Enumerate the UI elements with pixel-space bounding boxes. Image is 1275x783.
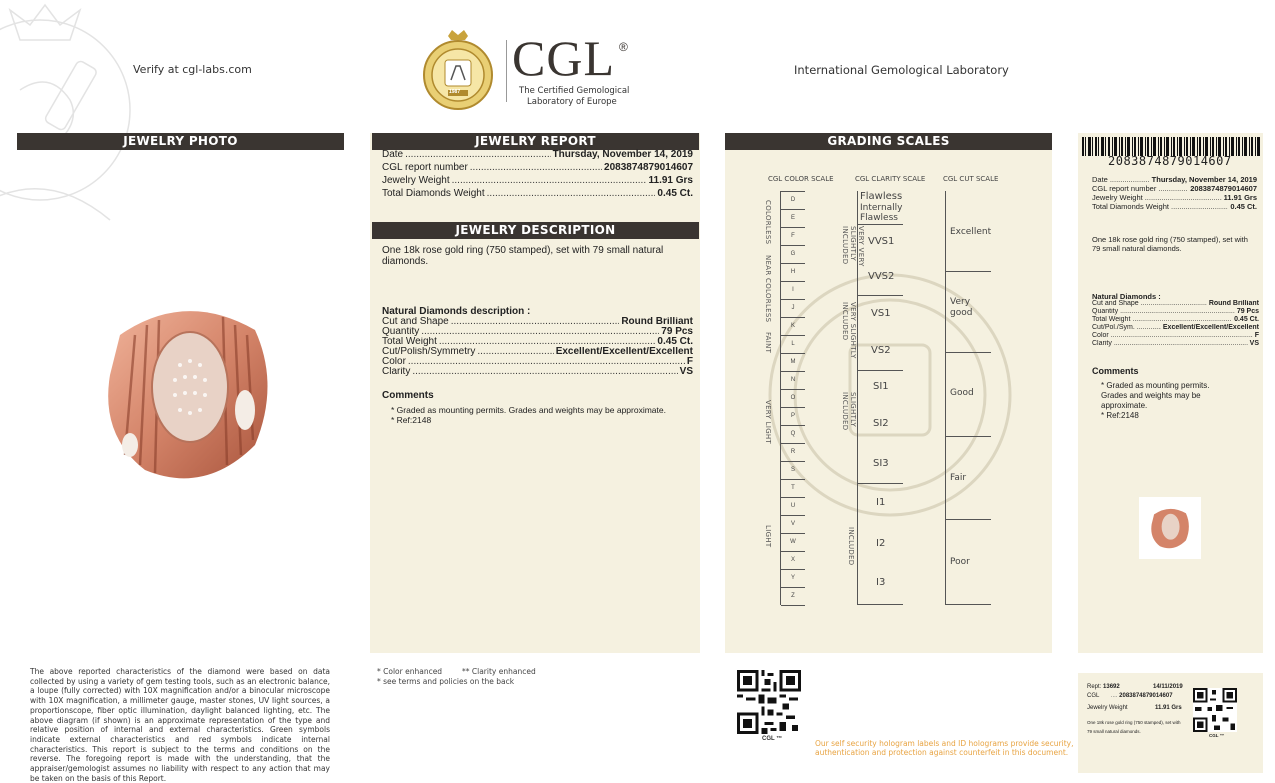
clarity-vvs1: VVS1: [868, 236, 895, 247]
card-text-2: 79 small natural diamonds.: [1087, 729, 1141, 734]
clarity-scale-title: CGL CLARITY SCALE: [855, 175, 926, 183]
diamond-row-symmetry: Cut/Polish/Symmetry ..... Excellent/Excellent/Excellent: [382, 347, 693, 357]
brand-tagline-2: Laboratory of Europe: [527, 97, 617, 107]
cut-excellent: Excellent: [950, 227, 992, 237]
color-group-light: LIGHT: [764, 525, 772, 548]
summary-diamond-weight: Total Weight ..... 0.45 Ct.: [1092, 316, 1259, 324]
card-cgl: [1087, 693, 1187, 699]
jewelry-description-header: JEWELRY DESCRIPTION: [372, 222, 699, 239]
color-grade-y: Y: [781, 569, 805, 587]
color-grade-d: D: [781, 191, 805, 209]
brand-tagline-1: The Certified Gemological: [519, 86, 630, 96]
color-grade-e: E: [781, 209, 805, 227]
color-grade-u: U: [781, 497, 805, 515]
seal-year: 1987: [449, 89, 461, 95]
color-group-near-colorless: NEAR COLORLESS: [764, 255, 772, 323]
color-grade-v: V: [781, 515, 805, 533]
comment-1: * Graded as mounting permits. Grades and weights may be approximate.: [391, 405, 666, 415]
summary-diamond-color: Color ..... F: [1092, 332, 1259, 340]
clarity-group-vvs: VERY VERY SLIGHTLY INCLUDED: [841, 226, 865, 267]
color-grade-p: P: [781, 407, 805, 425]
card-rept-label: Rept:: [1087, 684, 1102, 690]
clarity-group-vs: VERY SLIGHTLY INCLUDED: [841, 302, 857, 359]
grading-scales-header: GRADING SCALES: [725, 133, 1052, 150]
card-cgl-label: CGL: [1087, 693, 1100, 699]
color-grade-x: X: [781, 551, 805, 569]
summary-row-date: Date ..... Thursday, November 14, 2019: [1092, 175, 1257, 184]
color-grade-n: N: [781, 371, 805, 389]
clarity-vs2: VS2: [871, 345, 891, 356]
summary-diamonds-title: Natural Diamonds :: [1092, 292, 1161, 301]
card-rept-no: 13692: [1103, 684, 1120, 690]
clarity-group-si: SLIGHTLY INCLUDED: [841, 392, 857, 431]
color-group-very-light: VERY LIGHT: [764, 400, 772, 445]
clarity-vvs2: VVS2: [868, 271, 895, 282]
summary-row-diamonds-weight: Total Diamonds Weight ..... 0.45 Ct.: [1092, 202, 1257, 211]
cgl-seal-icon: [418, 28, 498, 113]
color-grade-i: I: [781, 281, 805, 299]
report-details: [382, 148, 693, 200]
diamonds-description-title: Natural Diamonds description :: [382, 306, 531, 317]
diamonds-details: [382, 317, 693, 377]
cut-tick: [945, 352, 991, 353]
clarity-i1: I1: [876, 497, 886, 508]
summary-comments-title: Comments: [1092, 366, 1139, 376]
cut-poor: Poor: [950, 557, 970, 567]
header-divider: [506, 40, 507, 102]
clarity-vs1: VS1: [871, 308, 891, 319]
color-grade-t: T: [781, 479, 805, 497]
footnote-terms: * see terms and policies on the back: [377, 677, 515, 686]
qr-caption: CGL ™: [762, 736, 783, 742]
clarity-si2: SI2: [873, 418, 889, 429]
cut-scale-title: CGL CUT SCALE: [943, 175, 999, 183]
cut-very-good: Very good: [950, 297, 973, 318]
color-grade-m: M: [781, 353, 805, 371]
clarity-group-included: INCLUDED: [847, 527, 855, 566]
color-grade-z: Z: [781, 587, 805, 606]
card-text-1: One 18k rose gold ring (750 stamped), set with: [1087, 720, 1181, 725]
cut-tick: [945, 271, 991, 272]
summary-row-number: CGL report number ..... 2083874879014607: [1092, 184, 1257, 193]
summary-diamond-quantity: Quantity ..... 79 Pcs: [1092, 308, 1259, 316]
clarity-tick: [857, 370, 903, 371]
card-weight-label: Jewelry Weight: [1087, 705, 1128, 711]
jewelry-report-header: JEWELRY REPORT: [372, 133, 699, 150]
summary-comment-4: * Ref:2148: [1101, 411, 1139, 420]
summary-diamond-cut: Cut and Shape ..... Round Brilliant: [1092, 300, 1259, 308]
barcode-number: 2083874879014607: [1108, 154, 1232, 168]
clarity-tick: [857, 224, 903, 225]
verify-text: Verify at cgl-labs.com: [133, 63, 252, 76]
card-rept: [1087, 684, 1120, 690]
cut-fair: Fair: [950, 473, 967, 483]
color-scale-title: CGL COLOR SCALE: [768, 175, 834, 183]
summary-comment-3: approximate.: [1101, 401, 1148, 410]
color-grade-w: W: [781, 533, 805, 551]
registered-mark: ®: [619, 40, 628, 54]
clarity-scale-bottom: [857, 604, 903, 605]
card-cgl-no: 2083874879014607: [1119, 693, 1173, 699]
ring-photo: [95, 295, 280, 490]
color-group-faint: FAINT: [764, 332, 772, 354]
diamond-row-color: Color ..... F: [382, 357, 693, 367]
jewelry-photo-header: JEWELRY PHOTO: [17, 133, 344, 150]
hologram-note-2: authentication and protection against counterfeit in this document.: [815, 748, 1069, 757]
summary-details: [1092, 175, 1257, 211]
summary-row-weight: Jewelry Weight ..... 11.91 Grs: [1092, 193, 1257, 202]
clarity-i2: I2: [876, 538, 886, 549]
footnote-clarity: ** Clarity enhanced: [462, 667, 536, 676]
color-group-colorless: COLORLESS: [764, 200, 772, 245]
card-qr-code: [1193, 688, 1237, 732]
diamond-row-clarity: Clarity ..... VS: [382, 367, 693, 377]
qr-code: [737, 670, 801, 734]
cut-scale-bottom: [945, 604, 991, 605]
comments-title: Comments: [382, 390, 434, 401]
color-grade-j: J: [781, 299, 805, 317]
clarity-tick: [857, 483, 903, 484]
brand-logo-text: CGL: [512, 30, 615, 86]
clarity-si1: SI1: [873, 381, 889, 392]
summary-comment-2: Grades and weights may be: [1101, 391, 1201, 400]
color-grade-l: L: [781, 335, 805, 353]
cut-tick: [945, 436, 991, 437]
clarity-tick: [857, 295, 903, 296]
color-grade-s: S: [781, 461, 805, 479]
card-dots: ....: [1110, 693, 1118, 699]
card-qr-caption: CGL ™: [1209, 733, 1225, 738]
cut-scale-line: [945, 191, 946, 605]
summary-description: One 18k rose gold ring (750 stamped), set with 79 small natural diamonds.: [1092, 235, 1248, 253]
disclaimer-text: The above reported characteristics of the diamond were based on data collected by using a variety of gem testing tools, such as an electronic balance, a loupe (fully corrected) with 10X magnification and/or a binocular microscope with 10X magnification, a millimeter gauge, master stones, UV light sources, a proportionscope, fiber optic illumination, daylight balanced lighting, etc. The above diagram (if shown) is an approximate representation of the type and relative position of internal and external characteristics. Green symbols indicate external characteristics and red symbols indicate internal characteristics. This report is subject to the terms and conditions on the reverse. The foregoing report is made with the understanding, that the appraiser/gemologist assumes no liability with respect to any action that may be taken on the basis of this Report.: [30, 667, 330, 783]
report-row-date: Date ..... Thursday, November 14, 2019: [382, 148, 693, 161]
lab-name: International Gemological Laboratory: [794, 63, 1009, 77]
hologram-note-1: Our self security hologram labels and ID holograms provide security,: [815, 739, 1074, 748]
summary-ring-thumbnail: [1148, 505, 1192, 551]
report-row-number: CGL report number ..... 2083874879014607: [382, 161, 693, 174]
clarity-flawless: Flawless: [860, 191, 903, 202]
description-text: One 18k rose gold ring (750 stamped), set with 79 small natural diamonds.: [382, 245, 664, 267]
summary-diamond-clarity: Clarity ..... VS: [1092, 340, 1259, 348]
color-grade-r: R: [781, 443, 805, 461]
diamond-row-cut: Cut and Shape ..... Round Brilliant: [382, 317, 693, 327]
clarity-internally-flawless: Internally Flawless: [860, 203, 903, 223]
card-date: 14/11/2019: [1153, 684, 1183, 690]
color-grade-o: O: [781, 389, 805, 407]
diamond-row-weight: Total Weight ..... 0.45 Ct.: [382, 337, 693, 347]
diamond-row-quantity: Quantity ..... 79 Pcs: [382, 327, 693, 337]
color-grade-q: Q: [781, 425, 805, 443]
cut-tick: [945, 519, 991, 520]
summary-diamond-symmetry: Cut/Pol./Sym. ..... Excellent/Excellent/Excellent: [1092, 324, 1259, 332]
color-grade-k: K: [781, 317, 805, 335]
cut-good: Good: [950, 388, 974, 398]
card-weight-value: 11.91 Grs: [1155, 705, 1182, 711]
color-grade-h: H: [781, 263, 805, 281]
color-grade-g: G: [781, 245, 805, 263]
summary-diamonds-details: [1092, 300, 1259, 348]
summary-comment-1: * Graded as mounting permits.: [1101, 381, 1210, 390]
footnote-color: * Color enhanced: [377, 667, 443, 676]
report-row-diamonds-weight: Total Diamonds Weight ..... 0.45 Ct.: [382, 187, 693, 200]
comment-2: * Ref:2148: [391, 415, 432, 425]
clarity-si3: SI3: [873, 458, 889, 469]
color-grade-f: F: [781, 227, 805, 245]
clarity-i3: I3: [876, 577, 886, 588]
watermark-emblem: [0, 0, 160, 260]
summary-comments: [1101, 381, 1210, 421]
report-row-weight: Jewelry Weight ..... 11.91 Grs: [382, 174, 693, 187]
